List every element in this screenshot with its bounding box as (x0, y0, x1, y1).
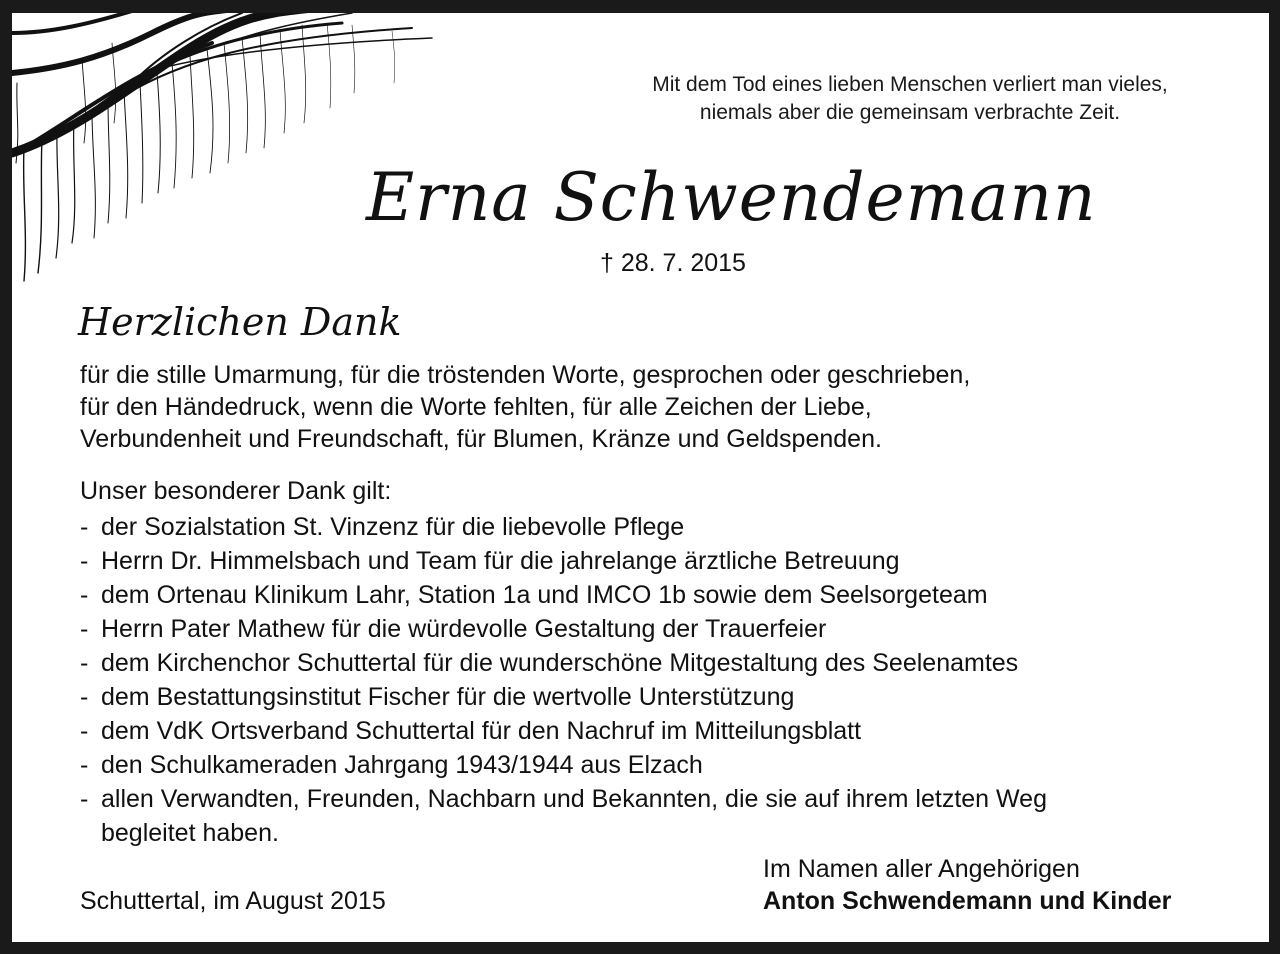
motto-line-2: niemals aber die gemeinsam verbrachte Zeit. (699, 101, 1121, 124)
list-item: - den Schulkameraden Jahrgang 1943/1944 aus Elzach (80, 751, 703, 779)
list-item: - Herrn Pater Mathew für die würdevolle Gestaltung der Trauerfeier (80, 615, 827, 643)
paragraph-line: für die stille Umarmung, für die tröstenden Worte, gesprochen oder geschrieben, (80, 361, 971, 389)
bare-tree-branches-icon (12, 13, 442, 285)
thanks-heading: Herzlichen Dank (78, 300, 402, 344)
list-item: - dem Kirchenchor Schuttertal für die wunderschöne Mitgestaltung des Seelenamtes (80, 649, 1019, 677)
on-behalf-line: Im Namen aller Angehörigen (763, 855, 1080, 883)
place-and-date: Schuttertal, im August 2015 (80, 887, 386, 915)
paragraph-line: für den Händedruck, wenn die Worte fehlten, für alle Zeichen der Liebe, (80, 393, 872, 421)
list-item: - dem Bestattungsinstitut Fischer für die wertvolle Unterstützung (80, 683, 795, 711)
death-date: † 28. 7. 2015 (600, 249, 746, 277)
list-item: - dem Ortenau Klinikum Lahr, Station 1a und IMCO 1b sowie dem Seelsorgeteam (80, 581, 988, 609)
special-thanks-list (80, 510, 1240, 850)
thanks-paragraph (80, 359, 1240, 455)
deceased-name: Erna Schwendemann (366, 159, 1097, 236)
motto-line-1: Mit dem Tod eines lieben Menschen verliert man vieles, (652, 73, 1168, 96)
motto-quote (572, 71, 1248, 127)
list-item: - dem VdK Ortsverband Schuttertal für den Nachruf im Mitteilungsblatt (80, 717, 862, 745)
list-item: - der Sozialstation St. Vinzenz für die liebevolle Pflege (80, 513, 685, 541)
list-item: - allen Verwandten, Freunden, Nachbarn und Bekannten, die sie auf ihrem letzten Weg begleitet haben. (80, 785, 1047, 847)
paragraph-line: Verbundenheit und Freundschaft, für Blumen, Kränze und Geldspenden. (80, 425, 882, 453)
signatories: Anton Schwendemann und Kinder (763, 887, 1172, 915)
special-thanks-title: Unser besonderer Dank gilt: (80, 477, 392, 505)
list-item: - Herrn Dr. Himmelsbach und Team für die jahrelange ärztliche Betreuung (80, 547, 900, 575)
